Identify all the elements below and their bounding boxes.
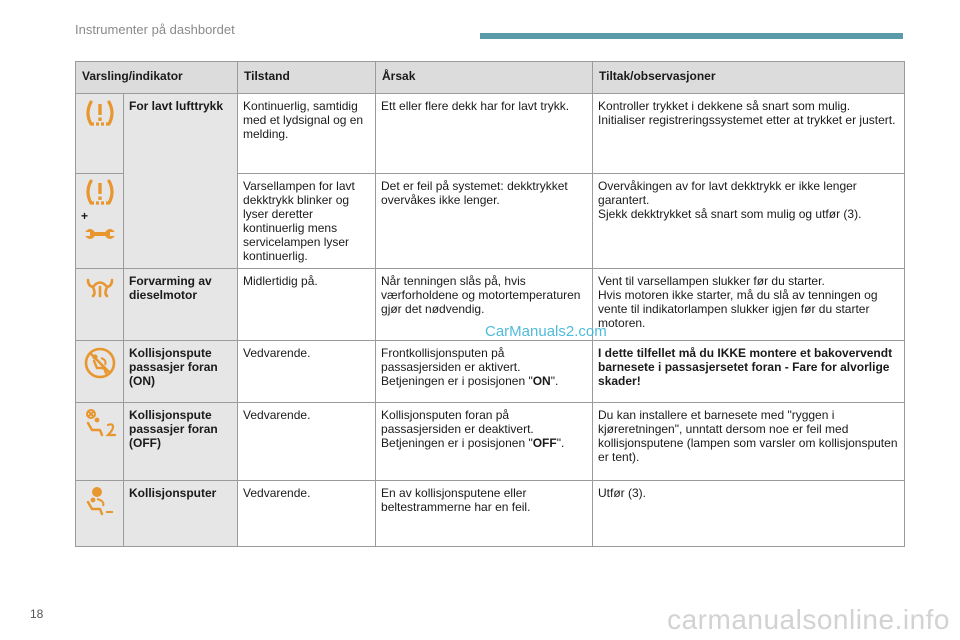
state-cell: Kontinuerlig, samtidig med et lydsignal og en melding. bbox=[238, 94, 376, 174]
indicator-name: Kollisjonspute passasjer foran (OFF) bbox=[124, 403, 238, 481]
section-divider-bar bbox=[480, 33, 903, 39]
cause-cell: Når tenningen slås på, hvis værforholdene og motortemperaturen gjør det nødvendig. bbox=[376, 269, 593, 341]
plus-sign: + bbox=[81, 209, 89, 223]
warning-lamps-table bbox=[75, 61, 905, 547]
table-row bbox=[76, 481, 905, 547]
cause-cell: Kollisjonsputen foran på passasjersiden er deaktivert. Betjeningen er i posisjonen "OFF". bbox=[376, 403, 593, 481]
wrench-icon bbox=[85, 227, 115, 241]
cause-cell: En av kollisjonsputene eller beltestrammerne har en feil. bbox=[376, 481, 593, 547]
indicator-name: For lavt lufttrykk bbox=[124, 94, 238, 269]
table-row bbox=[76, 403, 905, 481]
table-header-row bbox=[76, 62, 905, 94]
tire-pressure-warning-icon bbox=[76, 94, 124, 174]
action-cell: Du kan installere et barnesete med "ryggen i kjøreretningen", unntatt dersom noe er feil med kollisjonsputene (lampen som varsler om kollisjonsputen er tent). bbox=[593, 403, 905, 481]
state-cell: Varsellampen for lavt dekktrykk blinker og lyser deretter kontinuerlig mens servicelampen lyser kontinuerlig. bbox=[238, 174, 376, 269]
watermark-carmanuals2: CarManuals2.com bbox=[485, 323, 607, 340]
action-cell: Utfør (3). bbox=[593, 481, 905, 547]
state-cell: Vedvarende. bbox=[238, 341, 376, 403]
column-header-cause: Årsak bbox=[376, 62, 593, 94]
passenger-airbag-off-icon bbox=[76, 403, 124, 481]
state-cell: Midlertidig på. bbox=[238, 269, 376, 341]
action-cell: I dette tilfellet må du IKKE montere et bakovervendt barnesete i passasjersetet foran - Fare for alvorlige skader! bbox=[593, 341, 905, 403]
table-row bbox=[76, 94, 905, 174]
table-row bbox=[76, 341, 905, 403]
glow-plug-icon bbox=[76, 269, 124, 341]
passenger-airbag-on-icon bbox=[76, 341, 124, 403]
section-title: Instrumenter på dashbordet bbox=[75, 22, 235, 37]
tire-pressure-plus-service-icon bbox=[76, 174, 124, 269]
airbag-fault-icon bbox=[76, 481, 124, 547]
column-header-action: Tiltak/observasjoner bbox=[593, 62, 905, 94]
action-cell: Vent til varsellampen slukker før du starter. Hvis motoren ikke starter, må du slå av tenningen og vente til indikatorlampen slukker igjen før du starter motoren. bbox=[593, 269, 905, 341]
column-header-indicator: Varsling/indikator bbox=[76, 62, 238, 94]
indicator-name: Kollisjonspute passasjer foran (ON) bbox=[124, 341, 238, 403]
state-cell: Vedvarende. bbox=[238, 481, 376, 547]
column-header-state: Tilstand bbox=[238, 62, 376, 94]
cause-cell: Det er feil på systemet: dekktrykket overvåkes ikke lenger. bbox=[376, 174, 593, 269]
page-number: 18 bbox=[30, 607, 44, 621]
cause-cell: Frontkollisjonsputen på passasjersiden er aktivert. Betjeningen er i posisjonen "ON". bbox=[376, 341, 593, 403]
action-cell: Overvåkingen av for lavt dekktrykk er ikke lenger garantert. Sjekk dekktrykket så snart som mulig og utfør (3). bbox=[593, 174, 905, 269]
watermark-carmanualsonline: carmanualsonline.info bbox=[667, 604, 950, 635]
indicator-name: Kollisjonsputer bbox=[124, 481, 238, 547]
state-cell: Vedvarende. bbox=[238, 403, 376, 481]
action-cell: Kontroller trykket i dekkene så snart som mulig. Initialiser registreringssystemet etter at trykket er justert. bbox=[593, 94, 905, 174]
indicator-name: Forvarming av dieselmotor bbox=[124, 269, 238, 341]
cause-cell: Ett eller flere dekk har for lavt trykk. bbox=[376, 94, 593, 174]
